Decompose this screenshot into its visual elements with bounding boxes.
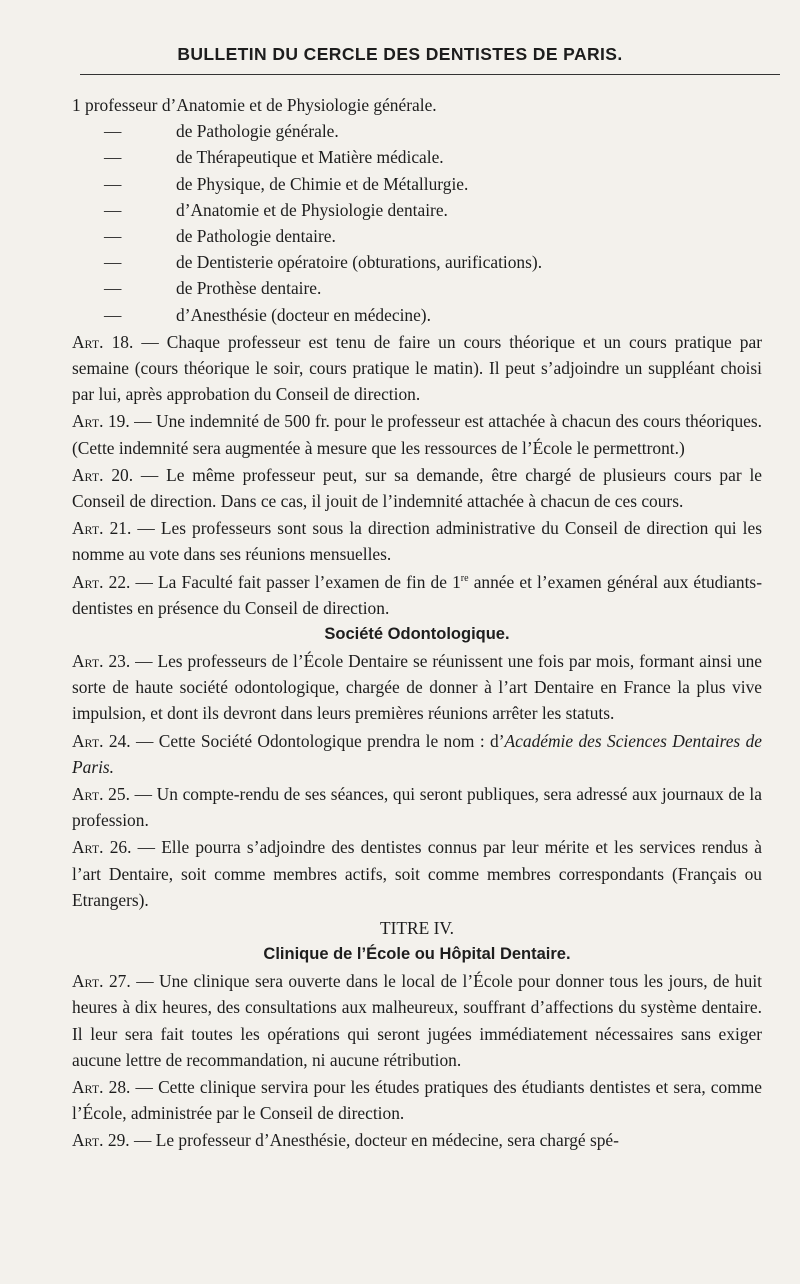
list-item-text: d’Anesthésie (docteur en médecine).	[176, 304, 431, 325]
article-label: Art. 26.	[72, 837, 132, 858]
page-body	[72, 92, 762, 1154]
list-item	[72, 171, 762, 197]
article-text: — Le professeur d’Anesthésie, docteur en médecine, sera chargé spé-	[133, 1130, 619, 1151]
list-item	[72, 144, 762, 170]
article-21	[72, 515, 762, 567]
article-29	[72, 1127, 762, 1153]
article-23	[72, 648, 762, 727]
list-item-text: de Prothèse dentaire.	[176, 278, 322, 299]
list-prefix: 1 professeur	[72, 95, 158, 115]
article-text: — Un compte-rendu de ses séances, qui seront publiques, sera adressé aux journaux de la profession.	[72, 784, 762, 831]
list-item	[72, 302, 762, 328]
article-text: — Cette clinique servira pour les études pratiques des étudiants dentistes et sera, comme l’École, administrée par le Conseil de direction.	[72, 1076, 762, 1124]
article-text: — Les professeurs sont sous la direction administrative du Conseil de direction qui les nomme au vote dans ses réunions mensuelles.	[72, 518, 763, 565]
article-27	[72, 968, 762, 1073]
ordinal-suffix: re	[460, 572, 469, 584]
list-item	[72, 118, 762, 144]
article-text: — Les professeurs de l’École Dentaire se réunissent une fois par mois, formant ainsi une sorte de haute société odontologique, chargée de donner à l’art Dentaire en France la plus vive impulsion, et dont ils devront dans leurs premières réunions arrêter les statuts.	[72, 651, 762, 724]
article-text: — Chaque professeur est tenu de faire un cours théorique et un cours pratique par semaine (cours théorique le soir, cours pratique le matin). Il peut s’adjoindre un suppléant choisi par lui, après approbation du Conseil de direction.	[72, 331, 762, 405]
list-item	[72, 197, 762, 223]
article-18	[72, 329, 762, 408]
list-dash: —	[104, 226, 122, 247]
article-label: Art. 22.	[72, 571, 131, 592]
list-dash: —	[104, 147, 122, 168]
article-text: — Une indemnité de 500 fr. pour le professeur est attachée à chacun des cours théoriques. (Cette indemnité sera augmentée à mesure que les ressources de l’École le permettront.)	[72, 411, 763, 458]
list-dash: —	[104, 252, 122, 273]
article-text: — Elle pourra s’adjoindre des dentistes connus par leur mérite et les services rendus à l’art Dentaire, soit comme membres actifs, soit comme membres correspondants (Français ou Etrangers).	[72, 837, 762, 910]
header-rule	[80, 74, 780, 75]
article-20	[72, 462, 762, 514]
running-head: BULLETIN DU CERCLE DES DENTISTES DE PARIS.	[177, 44, 623, 64]
list-item	[72, 249, 762, 275]
article-text: — Cette Société Odontologique prendra le nom : d’	[136, 730, 505, 751]
article-25	[72, 781, 762, 833]
article-19	[72, 408, 762, 460]
list-dash: —	[104, 173, 122, 194]
article-label: Art. 20.	[72, 464, 134, 485]
article-text: — Le même professeur peut, sur sa demande, être chargé de plusieurs cours par le Conseil de direction. Dans ce cas, il jouit de l’indemnité attachée à chacun de ces cours.	[72, 464, 762, 512]
list-item-text: de Dentisterie opératoire (obturations, aurifications).	[176, 252, 543, 273]
list-item-text: de Physique, de Chimie et de Métallurgie.	[176, 173, 469, 194]
academy-name: Académie des Sciences Dentaires de Paris.	[72, 730, 762, 777]
article-label: Art. 24.	[72, 730, 131, 751]
section-heading-societe: Société Odontologique.	[324, 625, 510, 644]
list-dash: —	[104, 121, 122, 142]
list-dash: —	[104, 278, 122, 299]
list-item	[72, 275, 762, 301]
article-label: Art. 25.	[72, 784, 130, 805]
article-22	[72, 569, 762, 621]
list-item-text: de Pathologie dentaire.	[176, 226, 336, 247]
article-24	[72, 728, 762, 780]
list-dash: —	[104, 304, 122, 325]
article-28	[72, 1074, 762, 1126]
list-item-text: de Thérapeutique et Matière médicale.	[176, 147, 444, 168]
article-label: Art. 29.	[72, 1130, 130, 1151]
list-dash: —	[104, 199, 122, 220]
section-heading-clinique: Clinique de l’École ou Hôpital Dentaire.	[263, 945, 571, 964]
article-text: — La Faculté fait passer l’examen de fin de 1	[135, 571, 461, 592]
article-text-cont: année et l’examen général aux étudiants-dentistes en présence du Conseil de direction.	[72, 571, 762, 618]
article-26	[72, 834, 762, 913]
article-label: Art. 19.	[72, 411, 130, 432]
article-label: Art. 23.	[72, 651, 131, 672]
list-item	[72, 92, 762, 118]
title-heading: TITRE IV.	[379, 918, 455, 939]
list-item	[72, 223, 762, 249]
article-label: Art. 21.	[72, 518, 132, 539]
article-label: Art. 27.	[72, 971, 131, 992]
article-label: Art. 18.	[72, 331, 134, 352]
list-item-text: d’Anatomie et de Physiologie dentaire.	[176, 199, 448, 220]
article-text: — Une clinique sera ouverte dans le local de l’École pour donner tous les jours, de huit heures à dix heures, des consultations aux malheureux, souffrant d’affections du système dentaire. Il leur sera fait toutes les opérations qui seront jugées immédiatement nécessaires sans exiger aucune lettre de recommandation, ni aucune rétribution.	[72, 971, 762, 1070]
list-item-text: de Pathologie générale.	[176, 121, 339, 142]
article-label: Art. 28.	[72, 1076, 131, 1097]
list-item-text: d’Anatomie et de Physiologie générale.	[161, 95, 437, 115]
